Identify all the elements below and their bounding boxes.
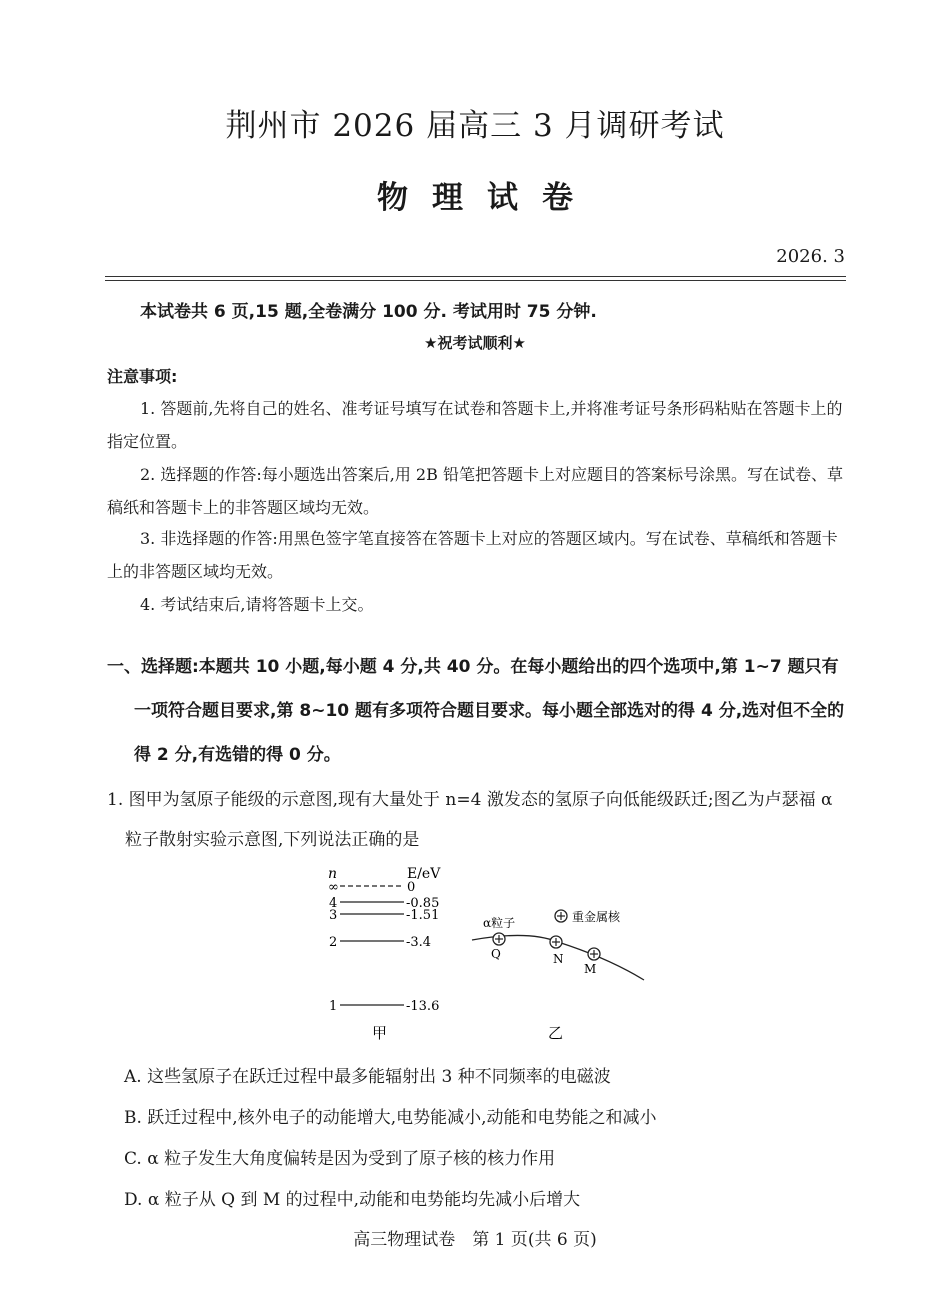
level-energy: -0.85 <box>406 896 440 911</box>
good-luck-line: ★祝考试顺利★ <box>424 334 526 352</box>
level-energy: -3.4 <box>406 935 432 950</box>
level-energy: 0 <box>407 880 416 895</box>
figure-caption: 甲 <box>372 1024 388 1042</box>
alpha-particle-icon <box>550 936 562 948</box>
option-d: D. α 粒子从 Q 到 M 的过程中,动能和电势能均先减小后增大 <box>124 1190 581 1210</box>
notice-item: 2. 选择题的作答:每小题选出答案后,用 2B 铅笔把答题卡上对应题目的答案标号涂黑。写在试卷、草稿纸和答题卡上的非答题区域均无效。 <box>107 465 843 517</box>
point-label: N <box>553 952 564 966</box>
subject-title-char: 卷 <box>542 180 573 216</box>
subject-title-char: 试 <box>487 180 518 216</box>
alpha-particle-icon <box>588 948 600 960</box>
header-rule <box>105 276 846 277</box>
level-number: 2 <box>329 935 338 950</box>
n-axis-label: n <box>328 866 338 882</box>
notice-heading: 注意事项: <box>107 367 178 386</box>
level-number: 3 <box>329 908 338 923</box>
alpha-scattering-diagram <box>468 900 653 1042</box>
option-c: C. α 粒子发生大角度偏转是因为受到了原子核的核力作用 <box>124 1149 556 1169</box>
nucleus-label: 重金属核 <box>572 910 621 924</box>
alpha-particle-label: α粒子 <box>483 916 516 930</box>
header-rule <box>105 280 846 281</box>
figure-caption: 乙 <box>548 1024 564 1042</box>
point-label: Q <box>491 947 501 961</box>
energy-level-diagram <box>320 862 480 1042</box>
level-energy: -13.6 <box>406 999 440 1014</box>
energy-axis-label: E/eV <box>407 866 441 882</box>
notice-item: 4. 考试结束后,请将答题卡上交。 <box>140 595 374 614</box>
nucleus-icon <box>555 910 567 922</box>
notice-item: 1. 答题前,先将自己的姓名、准考证号填写在试卷和答题卡上,并将准考证号条形码粘贴在答题卡上的指定位置。 <box>107 399 843 451</box>
notice-item: 3. 非选择题的作答:用黑色签字笔直接答在答题卡上对应的答题区域内。写在试卷、草稿纸和答题卡上的非答题区域均无效。 <box>107 529 838 581</box>
subject-title-char: 物 <box>377 180 408 216</box>
subject-title-char: 理 <box>432 180 463 216</box>
level-number: 4 <box>329 896 338 911</box>
level-number: 1 <box>329 999 338 1014</box>
level-number: ∞ <box>328 880 339 895</box>
page-footer: 高三物理试卷 第 1 页(共 6 页) <box>353 1230 597 1250</box>
exam-title: 荆州市 2026 届高三 3 月调研考试 <box>225 108 725 144</box>
section-heading: 一、选择题:本题共 10 小题,每小题 4 分,共 40 分。在每小题给出的四个选项中,第 1~7 题只有一项符合题目要求,第 8~10 题有多项符合题目要求。每小题全部选对的得 4 分,选对但不全的得 2 分,有选错的得 0 分。 <box>107 657 845 765</box>
option-b: B. 跃迁过程中,核外电子的动能增大,电势能减小,动能和电势能之和减小 <box>124 1108 657 1128</box>
exam-intro: 本试卷共 6 页,15 题,全卷满分 100 分. 考试用时 75 分钟. <box>140 302 597 322</box>
subject-title <box>0 172 950 217</box>
alpha-particle-icon <box>493 933 505 945</box>
point-label: M <box>584 962 597 976</box>
question-stem: 1. 图甲为氢原子能级的示意图,现有大量处于 n=4 激发态的氢原子向低能级跃迁;图乙为卢瑟福 α 粒子散射实验示意图,下列说法正确的是 <box>107 790 833 850</box>
level-energy: -1.51 <box>406 908 440 923</box>
exam-date: 2026. 3 <box>776 246 845 267</box>
option-a: A. 这些氢原子在跃迁过程中最多能辐射出 3 种不同频率的电磁波 <box>124 1067 611 1087</box>
